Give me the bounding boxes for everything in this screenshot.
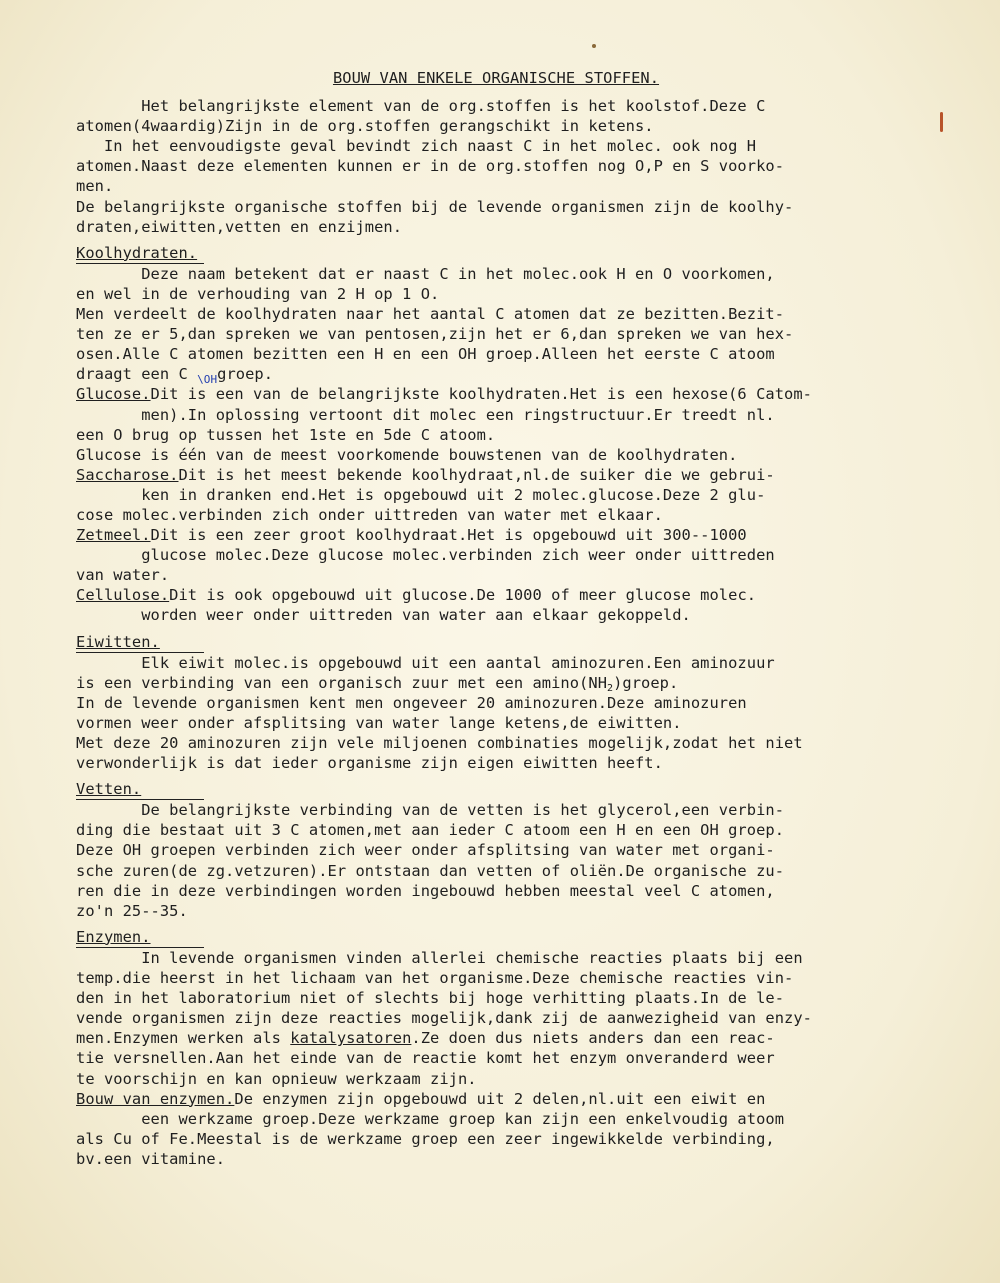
body-line: ken in dranken end.Het is opgebouwd uit 2 molec.glucose.Deze 2 glu- — [76, 485, 766, 504]
body-line: bv.een vitamine. — [76, 1149, 226, 1168]
body-line: Glucose.Dit is een van de belangrijkste koolhydraten.Het is een hexose(6 Catom- — [76, 385, 812, 404]
body-line: Cellulose.Dit is ook opgebouwd uit glucose.De 1000 of meer glucose molec. — [76, 586, 757, 605]
body-line: Met deze 20 aminozuren zijn vele miljoenen combinaties mogelijk,zodat het niet — [76, 734, 803, 752]
body-line: ren die in deze verbindingen worden ingebouwd hebben meestal veel C atomen, — [76, 881, 775, 900]
body-line: en wel in de verhouding van 2 H op 1 O. — [76, 284, 440, 303]
body-line: temp.die heerst in het lichaam van het organisme.Deze chemische reacties vin- — [76, 969, 794, 988]
body-line: In de levende organismen kent men ongeveer 20 aminozuren.Deze aminozuren — [76, 693, 747, 712]
body-line: Glucose is één van de meest voorkomende bouwstenen van de koolhydraten. — [76, 445, 738, 464]
section-heading-eiwitten: Eiwitten. — [76, 632, 160, 651]
body-line: Zetmeel.Dit is een zeer groot koolhydraat.Het is opgebouwd uit 300--1000 — [76, 526, 747, 545]
body-line: men.Enzymen werken als katalysatoren.Ze doen dus niets anders dan een reac- — [76, 1029, 775, 1048]
body-line: worden weer onder uittreden van water aan elkaar gekoppeld. — [76, 606, 691, 625]
body-line: als Cu of Fe.Meestal is de werkzame groep een zeer ingewikkelde verbinding, — [76, 1129, 775, 1148]
body-line: Saccharose.Dit is het meest bekende koolhydraat,nl.de suiker die we gebrui- — [76, 465, 775, 484]
intro-line: atomen(4waardig)Zijn in de org.stoffen gerangschikt in ketens. — [76, 117, 654, 136]
ink-speck — [592, 44, 596, 48]
handwritten-note: \OH — [197, 373, 218, 387]
body-line: ten ze er 5,dan spreken we van pentosen,zijn het er 6,dan spreken we van hex- — [76, 325, 794, 344]
body-line: den in het laboratorium niet of slechts bij hoge verhitting plaats.In de le- — [76, 989, 785, 1008]
intro-line: De belangrijkste organische stoffen bij de levende organismen zijn de koolhy- — [76, 197, 794, 216]
body-line: een O brug op tussen het 1ste en 5de C atoom. — [76, 425, 496, 444]
body-line: tie versnellen.Aan het einde van de reactie komt het enzym onveranderd weer — [76, 1049, 775, 1068]
intro-line: men. — [76, 177, 114, 196]
term-saccharose: Saccharose. — [76, 465, 179, 484]
body-line: men).In oplossing vertoont dit molec een ringstructuur.Er treedt nl. — [76, 405, 775, 424]
body-line: van water. — [76, 566, 170, 585]
body-line: vende organismen zijn deze reacties mogelijk,dank zij de aanwezigheid van enzy- — [76, 1009, 812, 1028]
body-line: ding die bestaat uit 3 C atomen,met aan ieder C atoom een H en een OH groep. — [76, 821, 785, 840]
body-line: osen.Alle C atomen bezitten een H en een OH groep.Alleen het eerste C atoom — [76, 345, 775, 364]
section-heading-enzymen: Enzymen. — [76, 927, 151, 946]
body-line: Deze OH groepen verbinden zich weer onder afsplitsing van water met organi- — [76, 841, 775, 860]
intro-line: Het belangrijkste element van de org.stoffen is het koolstof.Deze C — [76, 97, 766, 116]
body-line: sche zuren(de zg.vetzuren).Er ontstaan dan vetten of oliën.De organische zu- — [76, 861, 785, 880]
term-zetmeel: Zetmeel. — [76, 526, 151, 545]
body-line: vormen weer onder afsplitsing van water lange ketens,de eiwitten. — [76, 713, 682, 732]
body-line: Deze naam betekent dat er naast C in het molec.ook H en O voorkomen, — [76, 264, 775, 283]
body-line: Men verdeelt de koolhydraten naar het aantal C atomen dat ze bezitten.Bezit- — [76, 305, 785, 324]
body-line: glucose molec.Deze glucose molec.verbinden zich weer onder uittreden — [76, 546, 775, 565]
body-line: zo'n 25--35. — [76, 901, 188, 920]
term-katalysatoren: katalysatoren — [290, 1029, 412, 1048]
typed-document — [76, 68, 886, 1169]
section-heading-vetten: Vetten. — [76, 780, 142, 799]
intro-line: In het eenvoudigste geval bevindt zich naast C in het molec. ook nog H — [76, 137, 757, 156]
body-line: een werkzame groep.Deze werkzame groep kan zijn een enkelvoudig atoom — [76, 1109, 785, 1128]
section-heading-koolhydraten: Koolhydraten. — [76, 243, 198, 262]
body-line: is een verbinding van een organisch zuur met een $amino(NH_2)groep$. — [76, 673, 679, 694]
body-line: Elk eiwit molec.is opgebouwd uit een aantal aminozuren.Een aminozuur — [76, 653, 775, 672]
body-line: Bouw van enzymen.De enzymen zijn opgebouwd uit 2 delen,nl.uit een eiwit en — [76, 1089, 766, 1108]
term-cellulose: Cellulose. — [76, 586, 170, 605]
body-line: te voorschijn en kan opnieuw werkzaam zijn. — [76, 1069, 477, 1088]
document-title: BOUW VAN ENKELE ORGANISCHE STOFFEN. — [332, 69, 660, 87]
body-line: draagt een C $_{\backslash OH}$groep. — [76, 365, 274, 387]
body-line: cose molec.verbinden zich onder uittreden van water met elkaar. — [76, 505, 663, 524]
intro-line: draten,eiwitten,vetten en enzijmen. — [76, 217, 403, 236]
term-bouw-van-enzymen: Bouw van enzymen. — [76, 1089, 235, 1108]
body-line: verwonderlijk is dat ieder organisme zijn eigen eiwitten heeft. — [76, 754, 663, 773]
body-line: De belangrijkste verbinding van de vetten is het glycerol,een verbin- — [76, 801, 785, 820]
body-line: In levende organismen vinden allerlei chemische reacties plaats bij een — [76, 948, 803, 967]
intro-line: atomen.Naast deze elementen kunnen er in de org.stoffen nog O,P en S voorko- — [76, 157, 785, 176]
ink-mark — [940, 112, 943, 132]
term-glucose: Glucose. — [76, 385, 151, 404]
